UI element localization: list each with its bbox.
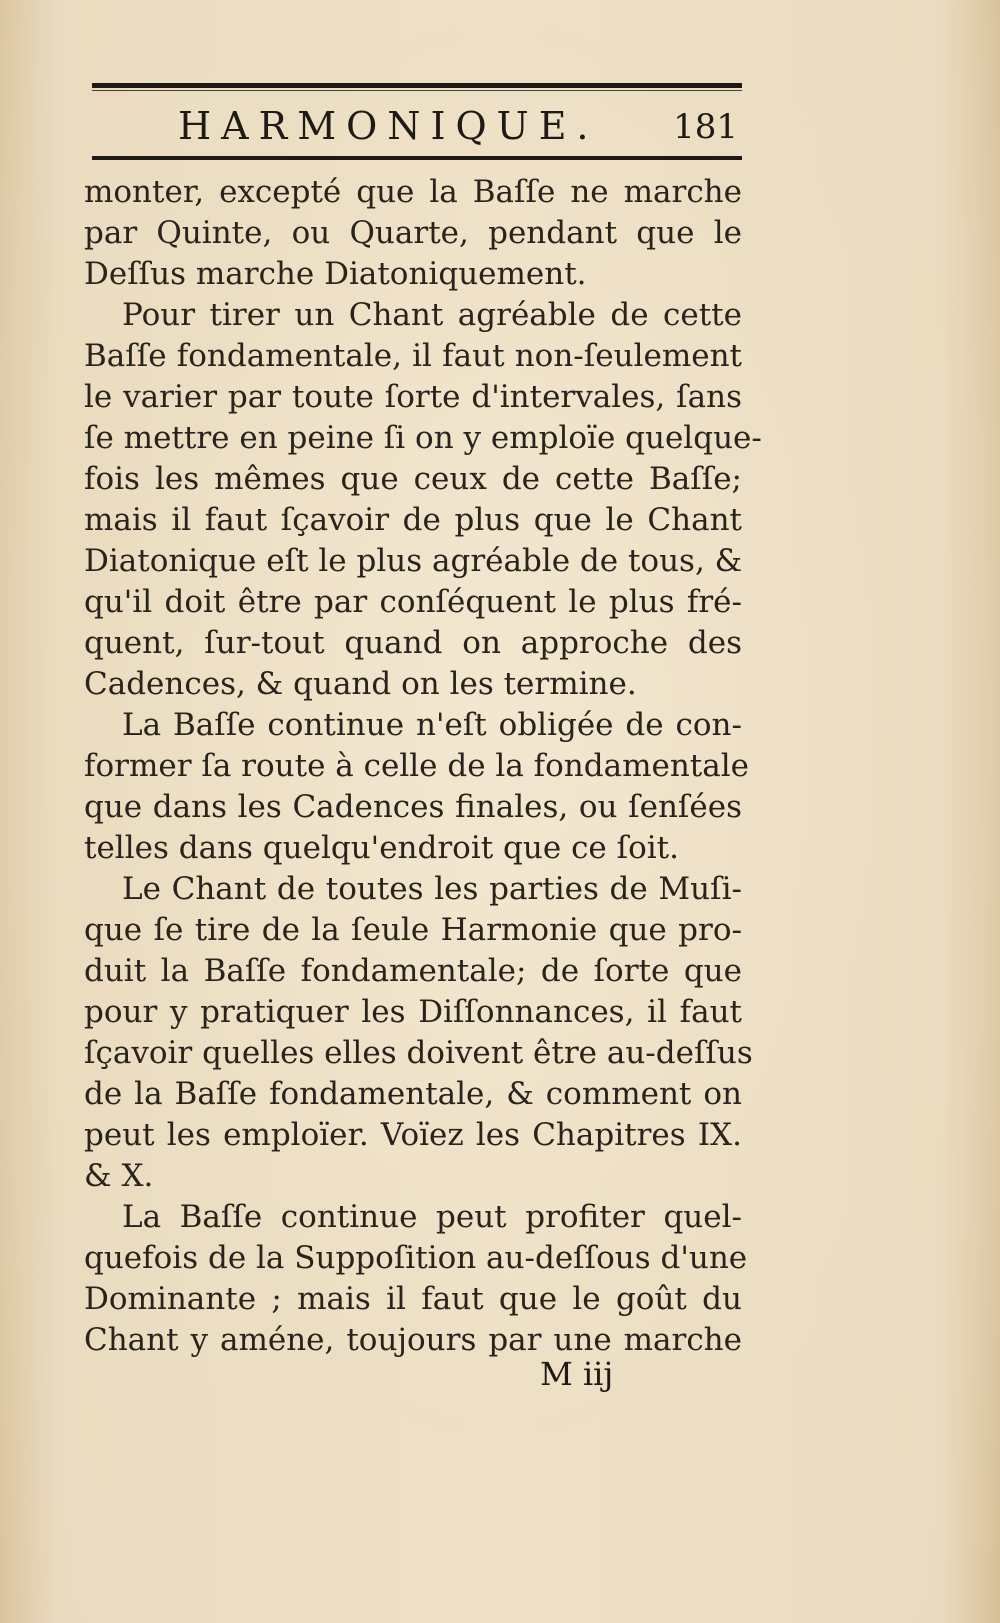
- text-line: Chant y améne, toujours par une marche: [84, 1322, 742, 1358]
- header-rule-top-thin: [92, 90, 742, 91]
- text-line: mais il faut ſçavoir de plus que le Chant: [84, 502, 742, 538]
- running-head: [92, 104, 742, 148]
- text-line: monter, excepté que la Baſſe ne marche: [84, 174, 742, 210]
- text-line: le varier par toute ſorte d'intervales, ſans: [84, 379, 742, 415]
- text-line: former ſa route à celle de la fondamentale: [84, 748, 749, 784]
- text-line: duit la Baſſe fondamentale; de ſorte que: [84, 953, 742, 989]
- text-line: ſe mettre en peine ſi on y emploïe quelque-: [84, 420, 762, 456]
- text-line: peut les emploïer. Voïez les Chapitres IX.: [84, 1117, 742, 1153]
- signature-mark: M iij: [540, 1355, 614, 1393]
- text-line: La Baſſe continue n'eſt obligée de con-: [122, 707, 742, 743]
- text-line: Baſſe fondamentale, il faut non-ſeulement: [84, 338, 742, 374]
- text-line: & X.: [84, 1158, 154, 1194]
- text-line: que ſe tire de la ſeule Harmonie que pro-: [84, 912, 742, 948]
- body-text: [84, 172, 762, 1361]
- text-line: La Baſſe continue peut profiter quel-: [122, 1199, 742, 1235]
- header-rule-bottom: [92, 156, 742, 160]
- text-line: Le Chant de toutes les parties de Muſi-: [122, 871, 742, 907]
- text-line: fois les mêmes que ceux de cette Baſſe;: [84, 461, 742, 497]
- text-line: que dans les Cadences finales, ou ſenſées: [84, 789, 742, 825]
- text-line: pour y pratiquer les Diſſonnances, il faut: [84, 994, 742, 1030]
- text-line: telles dans quelqu'endroit que ce ſoit.: [84, 830, 679, 866]
- text-line: par Quinte, ou Quarte, pendant que le: [84, 215, 742, 251]
- text-line: ſçavoir quelles elles doivent être au-deſſus: [84, 1035, 753, 1071]
- text-line: qu'il doit être par conſéquent le plus fré-: [84, 584, 742, 620]
- text-line: quefois de la Suppoſition au-deſſous d'une: [84, 1240, 748, 1276]
- text-line: Pour tirer un Chant agréable de cette: [122, 297, 742, 333]
- text-line: de la Baſſe fondamentale, & comment on: [84, 1076, 742, 1112]
- running-title: HARMONIQUE.: [178, 104, 599, 148]
- text-line: Cadences, & quand on les termine.: [84, 666, 637, 702]
- text-line: Diatonique eſt le plus agréable de tous, &: [84, 543, 743, 579]
- page-number: 181: [673, 107, 738, 147]
- text-line: quent, ſur-tout quand on approche des: [84, 625, 742, 661]
- text-line: Deſſus marche Diatoniquement.: [84, 256, 587, 292]
- text-line: Dominante ; mais il faut que le goût du: [84, 1281, 742, 1317]
- header-rule-top: [92, 83, 742, 88]
